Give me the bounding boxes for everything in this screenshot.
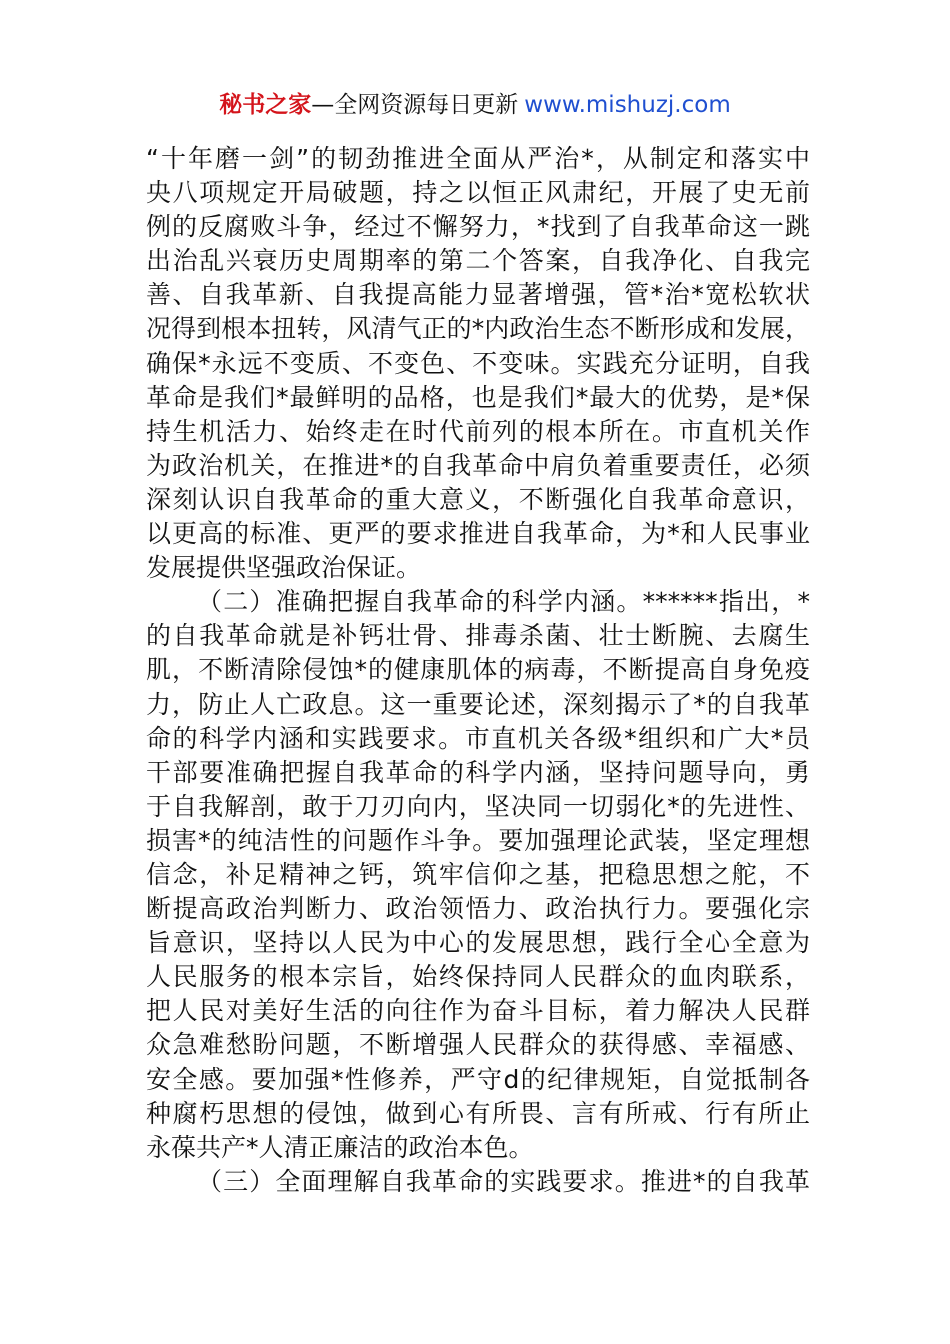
text-line: 确保*永远不变质、不变色、不变味。实践充分证明，自我 bbox=[146, 348, 810, 378]
text-line: 况得到根本扭转，风清气正的*内政治生态不断形成和发展， bbox=[146, 314, 810, 344]
site-url-link[interactable]: www.mishuzj.com bbox=[524, 92, 731, 118]
text-line: 损害*的纯洁性的问题作斗争。要加强理论武装，坚定理想 bbox=[146, 825, 810, 855]
text-line: 命的科学内涵和实践要求。市直机关各级*组织和广大*员 bbox=[146, 723, 810, 753]
text-line: 力，防止人亡政息。这一重要论述，深刻揭示了*的自我革 bbox=[146, 689, 810, 719]
text-line: 干部要准确把握自我革命的科学内涵，坚持问题导向，勇 bbox=[146, 757, 810, 787]
text-line: 出治乱兴衰历史周期率的第二个答案，自我净化、自我完 bbox=[146, 246, 810, 276]
text-line: 旨意识，坚持以人民为中心的发展思想，践行全心全意为 bbox=[146, 928, 810, 958]
text-line: 持生机活力、始终走在时代前列的根本所在。市直机关作 bbox=[146, 416, 810, 446]
text-line: 信念，补足精神之钙，筑牢信仰之基，把稳思想之舵，不 bbox=[146, 859, 810, 889]
text-line: 肌，不断清除侵蚀*的健康肌体的病毒，不断提高自身免疫 bbox=[146, 655, 810, 685]
site-header bbox=[0, 88, 950, 122]
text-line: 为政治机关，在推进*的自我革命中肩负着重要责任，必须 bbox=[146, 450, 810, 480]
text-line: 种腐朽思想的侵蚀，做到心有所畏、言有所戒、行有所止 bbox=[146, 1098, 810, 1128]
text-line: 断提高政治判断力、政治领悟力、政治执行力。要强化宗 bbox=[146, 894, 810, 924]
text-line: 把人民对美好生活的向往作为奋斗目标，着力解决人民群 bbox=[146, 996, 810, 1026]
text-line: 深刻认识自我革命的重大意义，不断强化自我革命意识， bbox=[146, 484, 810, 514]
text-line: 于自我解剖，敢于刀刃向内，坚决同一切弱化*的先进性、 bbox=[146, 791, 810, 821]
site-brand: 秘书之家 bbox=[219, 92, 312, 118]
site-slogan: 全网资源每日更新 bbox=[334, 92, 519, 118]
text-line: 众急难愁盼问题，不断增强人民群众的获得感、幸福感、 bbox=[146, 1030, 810, 1060]
header-dash: — bbox=[311, 92, 335, 118]
text-line: 例的反腐败斗争，经过不懈努力，*找到了自我革命这一跳 bbox=[146, 212, 810, 242]
text-line: 的自我革命就是补钙壮骨、排毒杀菌、壮士断腕、去腐生 bbox=[146, 621, 810, 651]
document-body bbox=[146, 142, 810, 1199]
section-heading-line-2: （二）准确把握自我革命的科学内涵。******指出，* bbox=[197, 587, 810, 617]
text-line: 以更高的标准、更严的要求推进自我革命，为*和人民事业 bbox=[146, 519, 810, 549]
text-line: 人民服务的根本宗旨，始终保持同人民群众的血肉联系， bbox=[146, 962, 810, 992]
text-line: 革命是我们*最鲜明的品格，也是我们*最大的优势，是*保 bbox=[146, 382, 810, 412]
text-line: 善、自我革新、自我提高能力显著增强，管*治*宽松软状 bbox=[146, 280, 810, 310]
section-heading-line-3: （三）全面理解自我革命的实践要求。推进*的自我革 bbox=[197, 1166, 810, 1196]
paragraph-end-line: 发展提供坚强政治保证。 bbox=[146, 553, 422, 583]
text-line: 央八项规定开局破题，持之以恒正风肃纪，开展了史无前 bbox=[146, 178, 810, 208]
text-line: “十年磨一剑”的韧劲推进全面从严治*，从制定和落实中 bbox=[146, 144, 810, 173]
paragraph-end-line: 永葆共产*人清正廉洁的政治本色。 bbox=[146, 1132, 534, 1162]
text-line: 安全感。要加强*性修养，严守d的纪律规矩，自觉抵制各 bbox=[146, 1064, 810, 1094]
